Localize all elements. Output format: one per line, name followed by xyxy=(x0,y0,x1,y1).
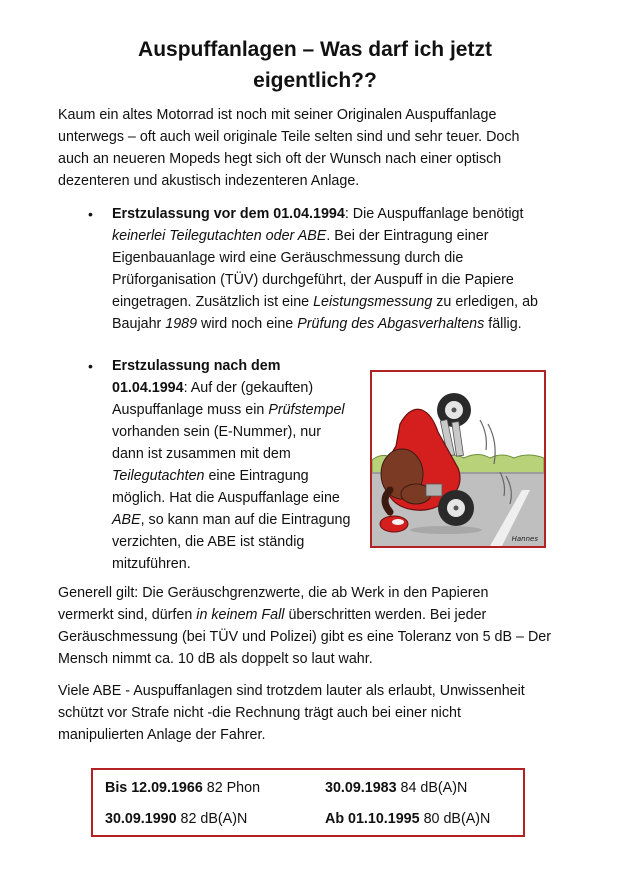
general-paragraph: Generell gilt: Die Geräuschgrenzwerte, die ab Werk in den Papieren vermerkt sind, dürfen in keinem Fall überschritten werden. Bei jeder Geräuschmessung (bei TÜV und Polizei) gibt es eine Toleranz von 5 dB – Der Mensch nimmt ca. 10 dB als doppelt so laut wahr. xyxy=(58,585,551,667)
bullet-after-1994: Erstzulassung nach dem 01.04.1994: Auf der (gekauften) Auspuffanlage muss ein Prüfstempel vorhanden sein (E-Nummer), nur dann ist zusammen mit dem Teilegutachten eine Eintragung möglich. Hat die Auspuffanlage eine ABE, so kann man auf die Eintragung verzichten, die ABE ist ständig mitzuführen. xyxy=(112,358,351,572)
cartoon-illustration xyxy=(372,372,544,546)
bullet-icon: • xyxy=(88,206,93,222)
cartoon-signature: Hannes xyxy=(511,535,538,543)
motorcycle-wheelie-cartoon xyxy=(370,370,546,548)
limit-entry: Ab 01.10.1995 80 dB(A)N xyxy=(325,811,491,827)
limit-entry: Bis 12.09.1966 82 Phon xyxy=(105,780,261,796)
limit-entry: 30.09.1990 82 dB(A)N xyxy=(105,811,248,827)
intro-paragraph: Kaum ein altes Motorrad ist noch mit seiner Originalen Auspuffanlage unterwegs – oft auch weil originale Teile selten sind und sehr teuer. Doch auch an neueren Mopeds hegt sich oft der Wunsch nach einer optisch dezenteren und akustisch indezenteren Anlage. xyxy=(58,107,520,189)
bullet-icon: • xyxy=(88,358,93,374)
viele-paragraph: Viele ABE - Auspuffanlagen sind trotzdem lauter als erlaubt, Unwissenheit schützt vor Strafe nicht -die Rechnung trägt auch bei einer nicht manipulierten Anlage der Fahrer. xyxy=(58,683,525,743)
page-title: Auspuffanlagen – Was darf ich jetzt eigentlich?? xyxy=(138,38,492,92)
bullet-before-1994: Erstzulassung vor dem 01.04.1994: Die Auspuffanlage benötigt keinerlei Teilegutachten oder ABE. Bei der Eintragung einer Eigenbauanlage wird eine Geräuschmessung durch die Prüforganisation (TÜV) durchgeführt, der Auspuff in die Papiere eingetragen. Zusätzlich ist eine Leistungsmessung zu erledigen, ab Baujahr 1989 wird noch eine Prüfung des Abgasverhaltens fällig. xyxy=(112,206,539,332)
noise-limits-box xyxy=(91,768,525,837)
limit-entry: 30.09.1983 84 dB(A)N xyxy=(325,780,468,796)
